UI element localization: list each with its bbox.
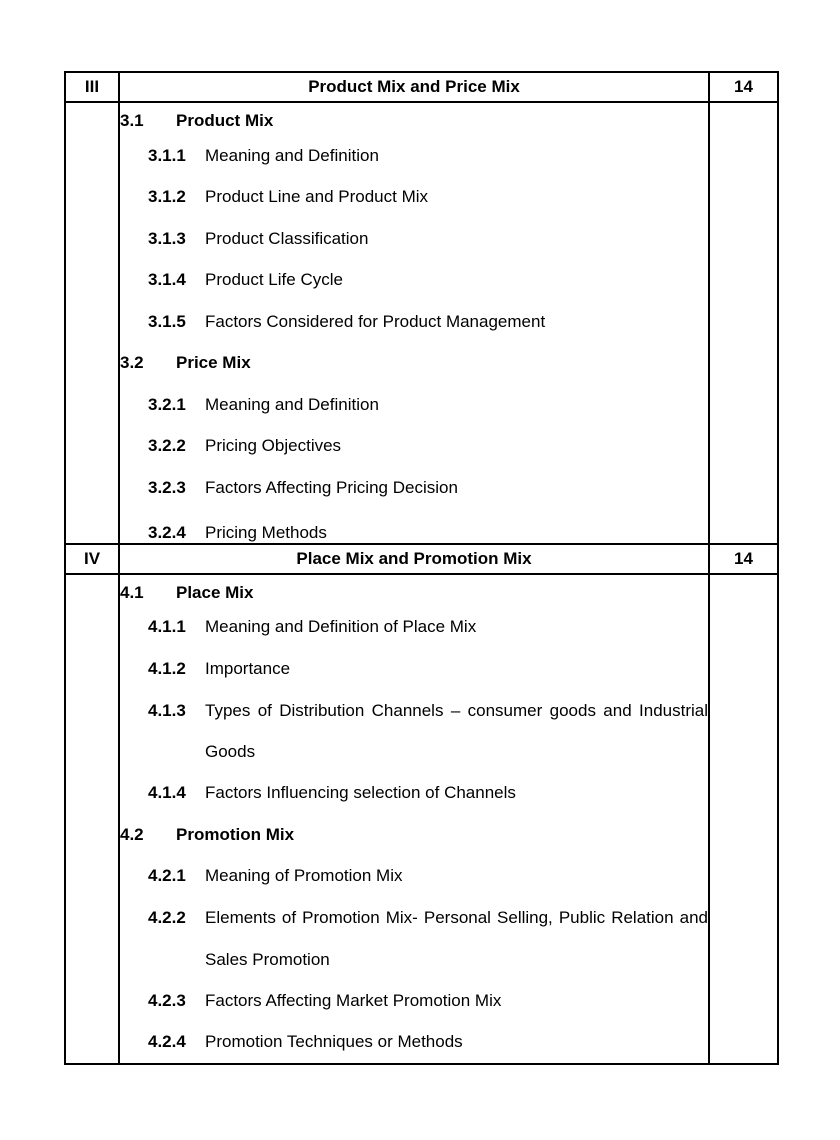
topic-text: Elements of Promotion Mix- Personal Selling, Public Relation and Sales Promotion (205, 908, 708, 969)
syllabus-table (64, 71, 779, 1065)
topic-text: Factors Affecting Pricing Decision (205, 477, 458, 497)
topic-number: 3.1.1 (148, 145, 186, 165)
topic-text: Meaning of Promotion Mix (205, 866, 403, 886)
topic-item (120, 856, 708, 898)
topic-text: Factors Affecting Market Promotion Mix (205, 990, 502, 1010)
topic-text: Pricing Objectives (205, 436, 342, 456)
unit-hours: 14 (709, 72, 778, 102)
topic-text: Promotion Techniques or Methods (205, 1032, 463, 1052)
topic-text: Product Line and Product Mix (205, 187, 429, 207)
topic-number: 3.1.3 (148, 228, 186, 248)
topic-item (120, 301, 708, 343)
unit-title: Product Mix and Price Mix (119, 72, 709, 102)
topic-number: 3.1.4 (148, 270, 186, 290)
topic-number: 3.1.2 (148, 187, 186, 207)
section-title: Price Mix (176, 353, 251, 373)
topic-item (120, 260, 708, 302)
topic-item (120, 509, 708, 543)
topic-number: 4.1.3 (148, 700, 186, 720)
topic-number: 4.2.4 (148, 1032, 186, 1052)
section-number: 4.1 (120, 582, 144, 602)
unit-header-row (65, 544, 778, 574)
section-title: Place Mix (176, 582, 254, 602)
topic-text: Meaning and Definition (205, 145, 379, 165)
section-number: 3.1 (120, 111, 144, 130)
section-number: 3.2 (120, 353, 144, 373)
unit-header-row (65, 72, 778, 102)
section-title: Product Mix (176, 111, 274, 130)
section-heading (120, 579, 708, 607)
topic-item (120, 648, 708, 690)
topic-item (120, 135, 708, 177)
unit-body-row (65, 102, 778, 544)
topic-number: 3.1.5 (148, 311, 186, 331)
topic-text: Meaning and Definition of Place Mix (205, 617, 477, 637)
topic-item (120, 897, 708, 980)
topic-item (120, 467, 708, 509)
unit-title: Place Mix and Promotion Mix (119, 544, 709, 574)
topic-item (120, 426, 708, 468)
topic-text: Product Life Cycle (205, 270, 343, 290)
topic-text: Factors Considered for Product Management (205, 311, 546, 331)
topic-number: 4.1.1 (148, 617, 186, 637)
topic-text: Pricing Methods (205, 522, 327, 542)
unit-body-row (65, 574, 778, 1065)
topic-number: 4.1.4 (148, 783, 186, 803)
topic-number: 3.2.4 (148, 522, 186, 542)
topic-item (120, 177, 708, 219)
topic-number: 4.1.2 (148, 658, 186, 678)
unit-number: IV (65, 544, 119, 574)
topic-number: 3.2.2 (148, 436, 186, 456)
section-heading (120, 343, 708, 385)
section-title: Promotion Mix (176, 824, 295, 844)
topic-text: Types of Distribution Channels – consumer goods and Industrial Goods (205, 700, 708, 761)
topic-text: Importance (205, 658, 291, 678)
section-heading (120, 107, 708, 135)
topic-text: Product Classification (205, 228, 369, 248)
topic-item (120, 773, 708, 815)
topic-text: Factors Influencing selection of Channels (205, 783, 516, 803)
topic-number: 4.2.2 (148, 908, 186, 927)
unit-number: III (65, 72, 119, 102)
topic-number: 3.2.1 (148, 394, 186, 414)
topic-number: 3.2.3 (148, 477, 186, 497)
topic-item (120, 1022, 708, 1064)
topic-item (120, 384, 708, 426)
topic-number: 4.2.3 (148, 990, 186, 1010)
section-heading (120, 814, 708, 856)
topic-item (120, 690, 708, 773)
topic-item (120, 980, 708, 1022)
topic-text: Meaning and Definition (205, 394, 379, 414)
topic-number: 4.2.1 (148, 866, 186, 886)
section-number: 4.2 (120, 824, 144, 844)
unit-hours: 14 (709, 544, 778, 574)
topic-item (120, 607, 708, 649)
topic-item (120, 218, 708, 260)
